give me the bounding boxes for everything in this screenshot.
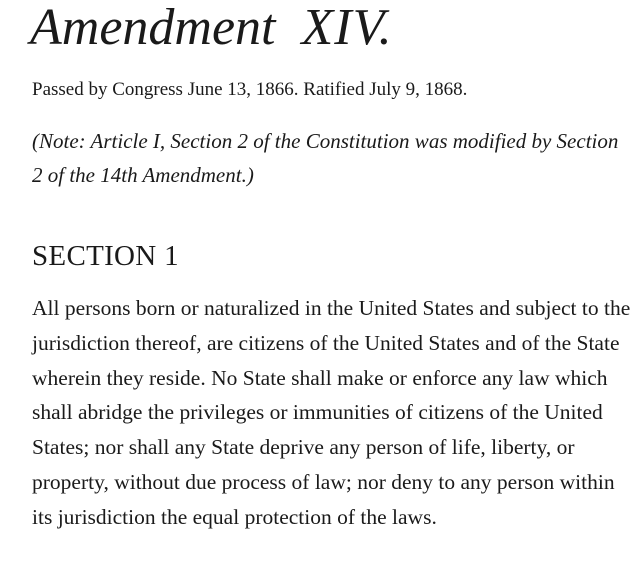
editorial-note: (Note: Article I, Section 2 of the Constitution was modified by Section 2 of the 14th Amendment.)	[32, 129, 619, 187]
title-word: Amendment	[30, 0, 276, 56]
title-numeral: XIV.	[301, 0, 393, 56]
section-body-text: All persons born or naturalized in the United States and subject to the jurisdiction thereof, are citizens of the United States and of the State wherein they reside. No State shall make or enforce any law which shall abridge the privileges or immunities of citizens of the United States; nor shall any State deprive any person of life, liberty, or property, without due process of law; nor deny to any person within its jurisdiction the equal protection of the laws.	[32, 296, 631, 529]
amendment-title	[30, 0, 393, 58]
section-heading: SECTION 1	[32, 240, 179, 272]
passage-dates: Passed by Congress June 13, 1866. Ratified July 9, 1868.	[32, 79, 468, 100]
